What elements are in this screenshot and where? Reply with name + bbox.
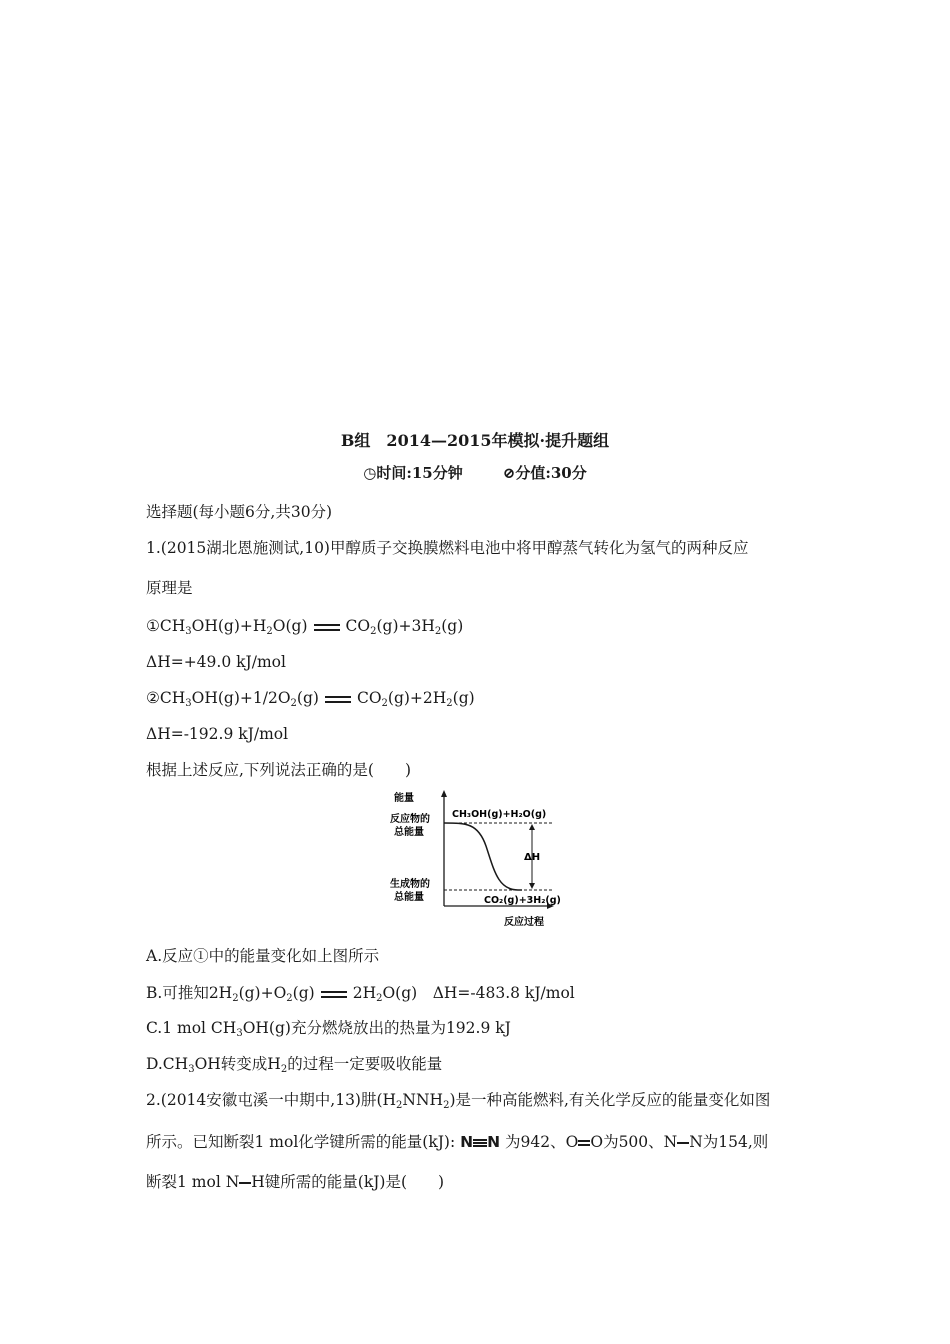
reactant-label-2: 总能量 bbox=[394, 827, 424, 838]
q2-stem-line1: 2.(2014安徽屯溪一中期中,13)肼$(H_2NNH_2)$是一种高能燃料,有关化学反应的能量变化如图 bbox=[146, 1091, 771, 1111]
check-circle-icon: ⊘ bbox=[502, 464, 516, 482]
q1-prompt: 根据上述反应,下列说法正确的是( ) bbox=[146, 761, 412, 779]
q2-stem-line2: 所示。已知断裂1 mol化学键所需的能量(kJ): N N 为942、O O为500、N N为154,则 bbox=[146, 1133, 769, 1151]
double-bond-icon bbox=[578, 1140, 590, 1146]
y-axis-label: 能量 bbox=[394, 793, 414, 804]
equals-sign bbox=[321, 991, 347, 998]
q1-stem-line1: 1.(2015湖北恩施测试,10)甲醇质子交换膜燃料电池中将甲醇蒸气转化为氢气的两种反应 bbox=[146, 539, 749, 557]
triple-bond-icon bbox=[473, 1139, 487, 1147]
delta-h-label: ΔH bbox=[524, 852, 541, 863]
q1-reaction-2: $②CH_3OH(g)+1/2O_2(g)$ $CO_2(g)+2H_2(g)$ bbox=[146, 689, 475, 709]
delta-h-arrow-up-icon bbox=[529, 824, 535, 830]
clock-icon: ◷ bbox=[363, 464, 377, 482]
products-label: CO₂(g)+3H₂(g) bbox=[484, 895, 561, 906]
equals-sign bbox=[325, 696, 351, 703]
y-axis-arrow-icon bbox=[441, 790, 447, 797]
equals-sign bbox=[314, 624, 340, 631]
reactant-label-1: 反应物的 bbox=[390, 814, 430, 825]
q1-reaction-1: $①CH_3OH(g)+H_2O(g)$ $CO_2(g)+3H_2(g)$ bbox=[146, 617, 464, 637]
score-label: 分值:30分 bbox=[515, 464, 587, 482]
energy-diagram bbox=[386, 788, 566, 930]
q1-option-a: A.反应①中的能量变化如上图所示 bbox=[146, 947, 380, 965]
x-axis-label: 反应过程 bbox=[504, 917, 544, 928]
q1-delta-h-1: ΔH=+49.0 kJ/mol bbox=[146, 653, 286, 671]
q2-stem-line3: 断裂1 mol N H键所需的能量(kJ)是( ) bbox=[146, 1173, 445, 1191]
product-label-2: 总能量 bbox=[394, 892, 424, 903]
q1-option-b: B.可推知$2H_2(g)+O_2(g)$ $2H_2O(g)$ ΔH=-483.8 kJ/mol bbox=[146, 984, 575, 1004]
product-label-1: 生成物的 bbox=[390, 879, 430, 890]
delta-h-arrow-down-icon bbox=[529, 883, 535, 889]
energy-curve bbox=[444, 823, 522, 890]
single-bond-icon bbox=[677, 1142, 689, 1144]
section-title: B组 2014—2015年模拟·提升题组 bbox=[340, 431, 610, 450]
q1-stem-line2: 原理是 bbox=[146, 579, 193, 597]
q1-option-c: C.1 mol $CH_3OH(g)$充分燃烧放出的热量为192.9 kJ bbox=[146, 1019, 511, 1039]
time-label: 时间:15分钟 bbox=[376, 464, 463, 482]
single-bond-icon bbox=[239, 1182, 251, 1184]
q1-delta-h-2: ΔH=-192.9 kJ/mol bbox=[146, 725, 289, 743]
reactants-label: CH₃OH(g)+H₂O(g) bbox=[452, 809, 547, 820]
q1-option-d: $D.CH_3OH$转变成$H_2$的过程一定要吸收能量 bbox=[146, 1055, 443, 1075]
question-type-heading: 选择题(每小题6分,共30分) bbox=[146, 503, 333, 521]
time-score-bar bbox=[0, 462, 950, 483]
